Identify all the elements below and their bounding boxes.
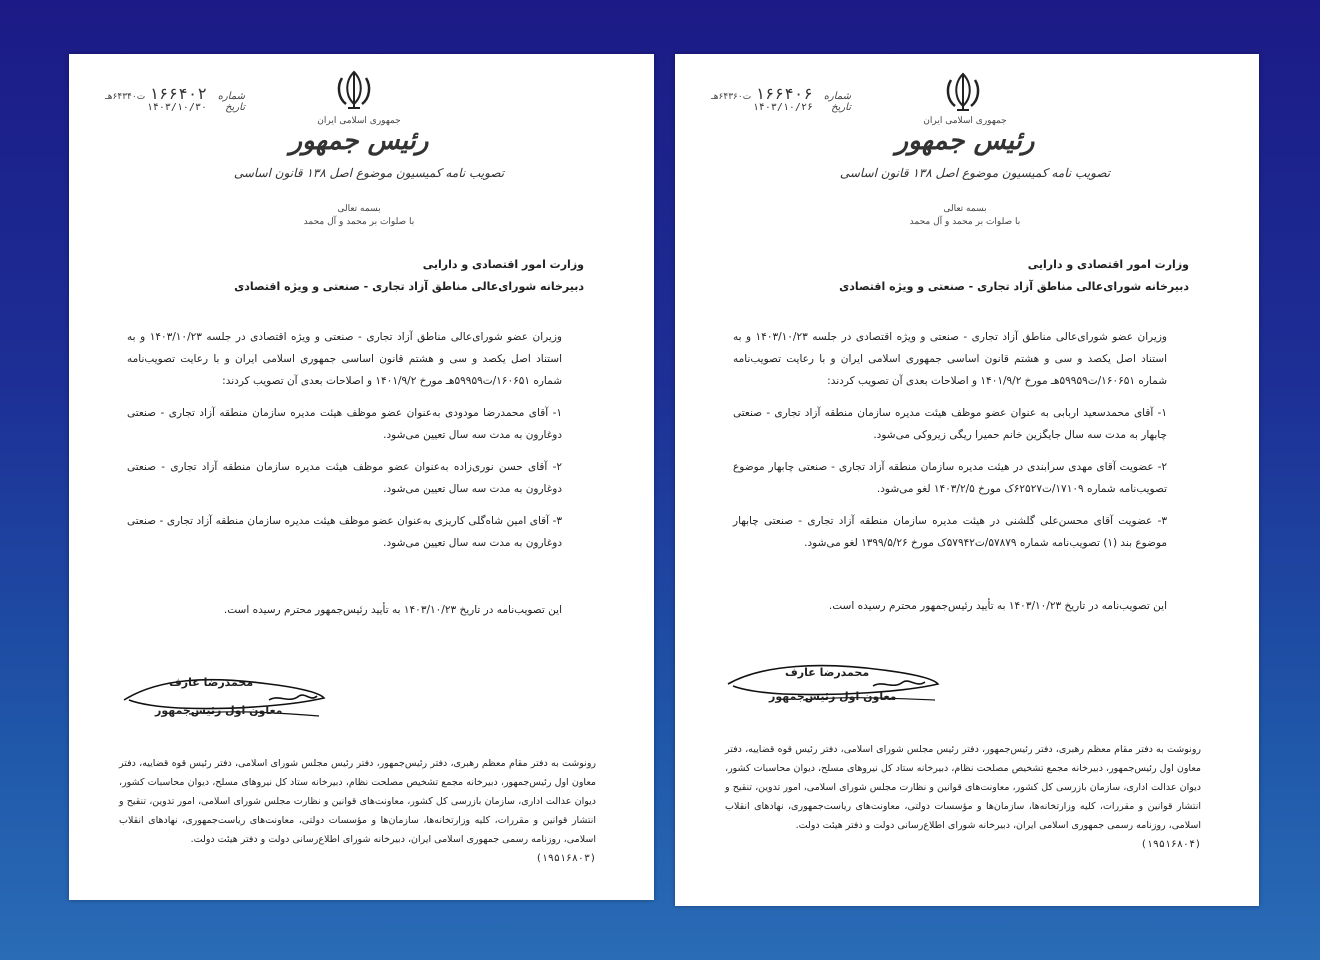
- decree-intro: وزیران عضو شورای‌عالی مناطق آزاد تجاری - صنعتی و ویژه اقتصادی در جلسه ۱۴۰۳/۱۰/۲۳ و به استناد اصل یکصد و سی و هشتم قانون اساسی جمهوری اسلامی ایران و با رعایت تصویب‌نامه شماره ۱۶۰۶۵۱/ت۵۹۹۵۹هـ مورخ ۱۴۰۱/۹/۲ و اصلاحات بعدی آن تصویب کردند:: [127, 331, 562, 387]
- number-label: شماره: [823, 91, 851, 102]
- bismillah-line: بسمه تعالی: [337, 204, 381, 214]
- country-label: جمهوری اسلامی ایران: [923, 116, 1007, 126]
- addressee-line: وزارت امور اقتصادی و دارایی: [1027, 258, 1189, 271]
- decree-body: [733, 326, 1167, 564]
- document-number-sub: ت۶۴۳۶۰هـ: [711, 92, 752, 102]
- addressee-line: دبیرخانه شورای‌عالی مناطق آزاد تجاری - صنعتی و ویژه اقتصادی: [234, 280, 584, 293]
- decree-item: ۳- آقای امین شاه‌گلی کاریزی به‌عنوان عضو موظف هیئت مدیره سازمان منطقه آزاد تجاری - صنعتی دوغارون به مدت سه سال تعیین می‌شود.: [127, 515, 562, 549]
- signer-name: محمدرضا عارف: [169, 676, 254, 689]
- addressee-block: [839, 254, 1189, 298]
- date-label: تاریخ: [831, 102, 851, 113]
- salawat-line: با صلوات بر محمد و آل محمد: [909, 217, 1021, 227]
- number-label: شماره: [217, 91, 245, 102]
- commission-title: تصویب نامه کمیسیون موضوع اصل ۱۳۸ قانون اساسی: [839, 166, 1111, 180]
- cc-text: رونوشت به دفتر مقام معظم رهبری، دفتر رئیس‌جمهور، دفتر رئیس مجلس شورای اسلامی، دفتر رئیس قوه قضاییه، دفتر معاون اول رئیس‌جمهور، دبیرخانه مجمع تشخیص مصلحت نظام، دبیرخانه ستاد کل نیروهای مسلح، دیوان محاسبات کشور، دیوان عدالت اداری، سازمان بازرسی کل کشور، معاونت‌های قوانین و نظارت مجلس شورای اسلامی، امور تدوین، تنقیح و انتشار قوانین و مقررات، کلیه وزارتخانه‌ها، سازمان‌ها و مؤسسات دولتی، معاونت‌های ریاست‌جمهوری، نهادهای انقلاب اسلامی، روزنامه رسمی جمهوری اسلامی ایران، دبیرخانه شورای اطلاع‌رسانی دولت و دفتر هیئت دولت.: [725, 744, 1201, 831]
- decree-item: ۲- عضویت آقای مهدی سرابندی در هیئت مدیره سازمان منطقه آزاد تجاری - صنعتی چابهار موضوع تصویب‌نامه شماره ۱۷۱۰۹/ت۶۲۵۲۷ک مورخ ۱۴۰۳/۲/۵ لغو می‌شود.: [733, 461, 1167, 495]
- signer-title: معاون اول رئیس‌جمهور: [769, 690, 897, 703]
- document-number: ۱۶۶۴۰۶: [755, 84, 813, 103]
- signer-title: معاون اول رئیس‌جمهور: [155, 704, 283, 717]
- decree-item: ۳- عضویت آقای محسن‌علی گلشنی در هیئت مدیره سازمان منطقه آزاد تجاری - صنعتی چابهار موضوع بند (۱) تصویب‌نامه شماره ۵۷۸۷۹/ت۵۷۹۴۲ک مورخ ۱۳۹۹/۵/۲۶ لغو می‌شود.: [733, 515, 1167, 549]
- iran-emblem-icon: [334, 68, 374, 112]
- date-label: تاریخ: [225, 102, 245, 113]
- addressee-line: وزارت امور اقتصادی و دارایی: [422, 258, 584, 271]
- approval-note: این تصویب‌نامه در تاریخ ۱۴۰۳/۱۰/۲۳ به تأیید رئیس‌جمهور محترم رسیده است.: [828, 600, 1167, 612]
- cc-text: رونوشت به دفتر مقام معظم رهبری، دفتر رئیس‌جمهور، دفتر رئیس مجلس شورای اسلامی، دفتر رئیس قوه قضاییه، دفتر معاون اول رئیس‌جمهور، دبیرخانه مجمع تشخیص مصلحت نظام، دبیرخانه ستاد کل نیروهای مسلح، دیوان محاسبات کشور، دیوان عدالت اداری، سازمان بازرسی کل کشور، معاونت‌های قوانین و نظارت مجلس شورای اسلامی، امور تدوین، تنقیح و انتشار قوانین و مقررات، کلیه وزارتخانه‌ها، سازمان‌ها و مؤسسات دولتی، معاونت‌های ریاست‌جمهوری، نهادهای انقلاب اسلامی، روزنامه رسمی جمهوری اسلامی ایران، دبیرخانه شورای اطلاع‌رسانی دولت و دفتر هیئت دولت.: [119, 758, 596, 845]
- cc-reference: (۱۹۵۱۶۸۰۳): [535, 853, 596, 864]
- approval-note: این تصویب‌نامه در تاریخ ۱۴۰۳/۱۰/۲۳ به تأیید رئیس‌جمهور محترم رسیده است.: [223, 604, 562, 616]
- signer-name: محمدرضا عارف: [785, 666, 870, 679]
- document-number-sub: ت۶۴۳۴۰هـ: [105, 92, 146, 102]
- commission-title: تصویب نامه کمیسیون موضوع اصل ۱۳۸ قانون اساسی: [233, 166, 505, 180]
- cc-reference: (۱۹۵۱۶۸۰۴): [1140, 839, 1201, 850]
- office-title: رئیس جمهور: [895, 126, 1035, 156]
- addressee-line: دبیرخانه شورای‌عالی مناطق آزاد تجاری - صنعتی و ویژه اقتصادی: [839, 280, 1189, 293]
- bismillah-line: بسمه تعالی: [943, 204, 987, 214]
- office-title: رئیس جمهور: [289, 126, 429, 156]
- document-meta: [85, 84, 245, 120]
- decree-intro: وزیران عضو شورای‌عالی مناطق آزاد تجاری - صنعتی و ویژه اقتصادی در جلسه ۱۴۰۳/۱۰/۲۳ و به استناد اصل یکصد و سی و هشتم قانون اساسی جمهوری اسلامی ایران و با رعایت تصویب‌نامه شماره ۱۶۰۶۵۱/ت۵۹۹۵۹هـ مورخ ۱۴۰۱/۹/۲ و اصلاحات بعدی آن تصویب کردند:: [733, 331, 1167, 387]
- document-date: ۱۴۰۳/۱۰/۲۶: [752, 102, 813, 113]
- decree-page-right: [675, 54, 1259, 906]
- document-number: ۱۶۶۴۰۲: [149, 84, 207, 103]
- document-date: ۱۴۰۳/۱۰/۳۰: [146, 102, 207, 113]
- cc-list: [119, 754, 596, 868]
- decree-page-left: [69, 54, 654, 900]
- decree-body: [127, 326, 562, 564]
- iran-emblem-icon: [943, 70, 983, 114]
- decree-item: ۱- آقای محمدسعید اربابی به عنوان عضو موظف هیئت مدیره سازمان منطقه آزاد تجاری - صنعتی چابهار به مدت سه سال جایگزین خانم حمیرا ریگی زیروکی می‌شود.: [733, 407, 1167, 441]
- decree-item: ۱- آقای محمدرضا مودودی به‌عنوان عضو موظف هیئت مدیره سازمان منطقه آزاد تجاری - صنعتی دوغارون به مدت سه سال تعیین می‌شود.: [127, 407, 562, 441]
- document-meta: [691, 84, 851, 120]
- decree-item: ۲- آقای حسن نوری‌زاده به‌عنوان عضو موظف هیئت مدیره سازمان منطقه آزاد تجاری - صنعتی دوغارون به مدت سه سال تعیین می‌شود.: [127, 461, 562, 495]
- addressee-block: [234, 254, 584, 298]
- salawat-line: با صلوات بر محمد و آل محمد: [303, 217, 415, 227]
- country-label: جمهوری اسلامی ایران: [317, 116, 401, 126]
- cc-list: [725, 740, 1201, 854]
